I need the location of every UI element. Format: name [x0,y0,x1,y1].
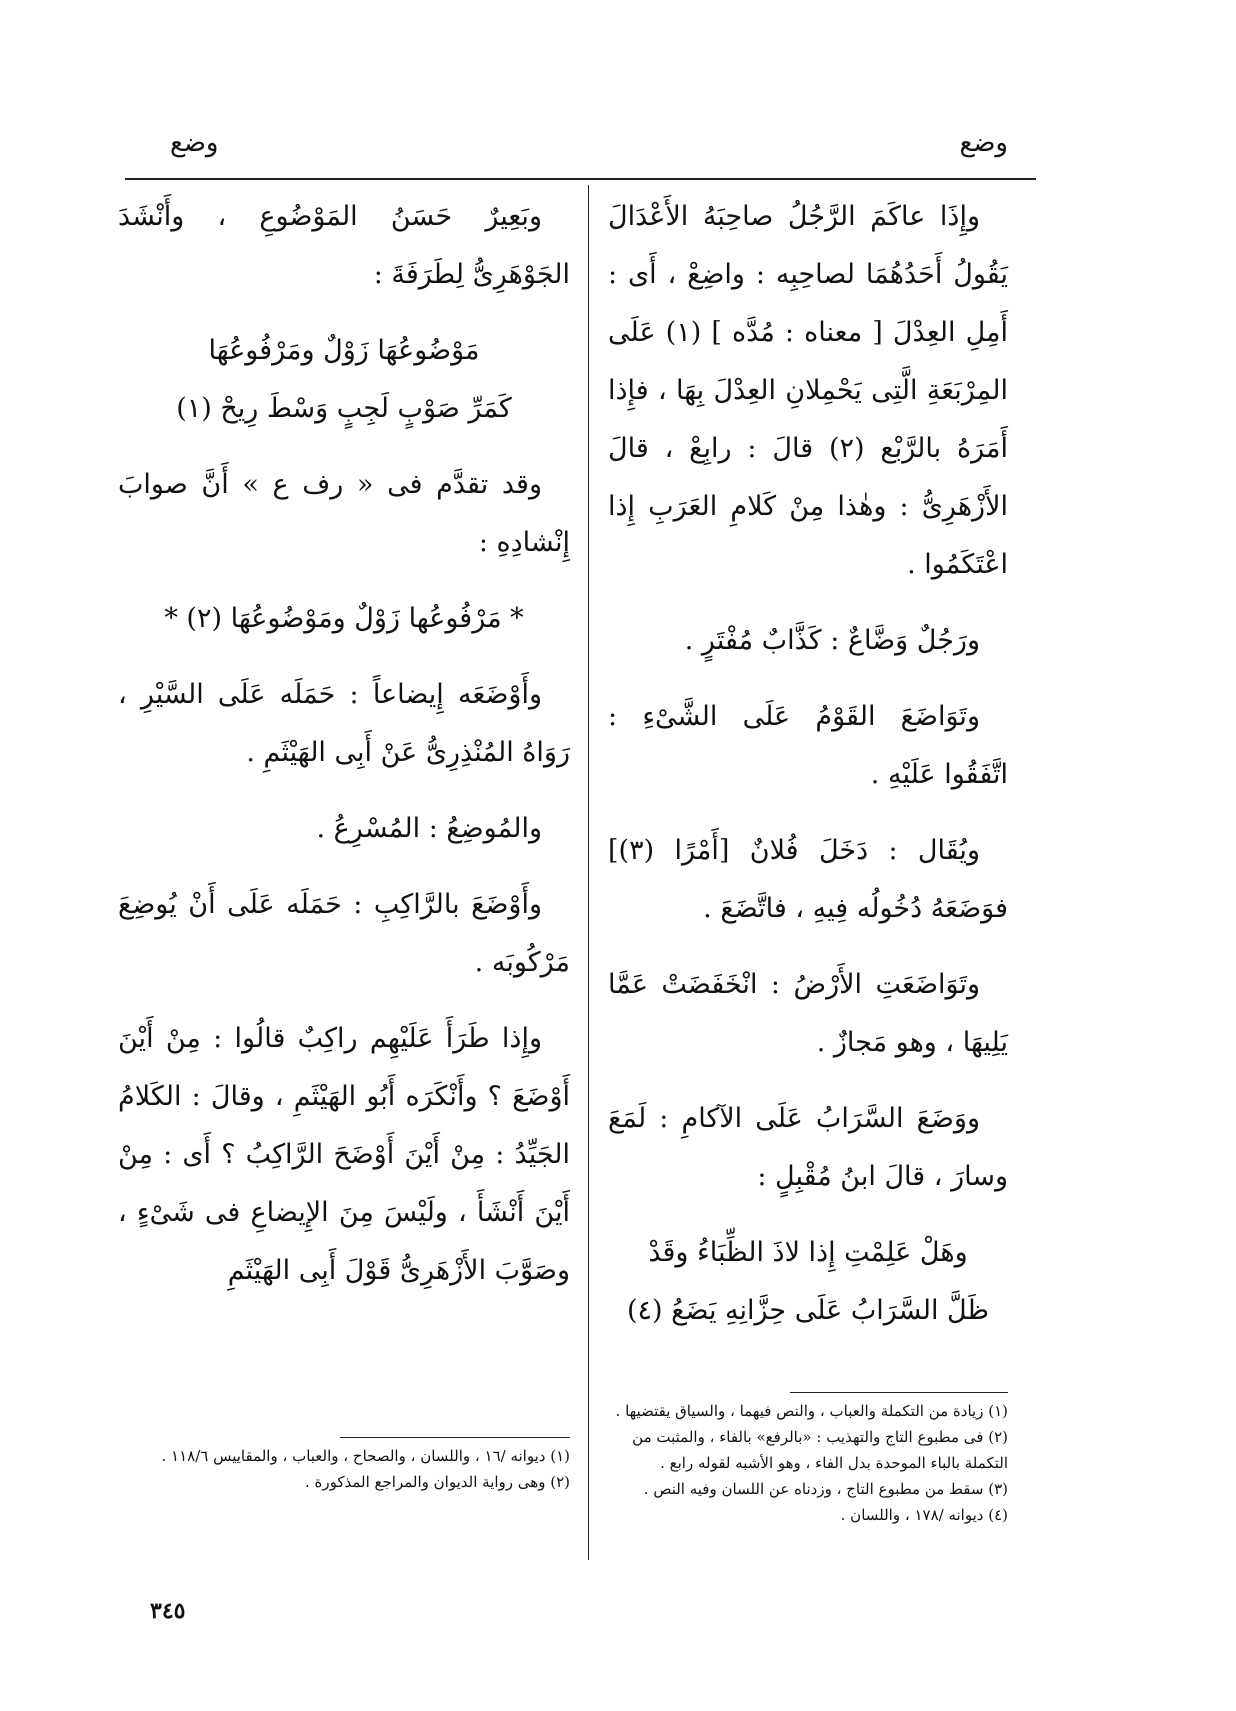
running-header-left: وضع [170,128,219,158]
right-column [608,188,1008,1358]
paragraph: وأَوْضَعَه إِيضاعاً : حَمَلَه عَلَى السَّيْرِ ، رَوَاهُ المُنْذِرِىُّ عَنْ أَبِى الهَيْثَمِ . [118,679,570,768]
verse-line: وهَلْ عَلِمْتِ إِذا لاذَ الظِّبَاءُ وقَدْ [648,1237,968,1268]
left-column [118,188,570,1318]
footnote: (٢) فى مطبوع التاج والتهذيب : «بالرفع» بالفاء ، والمثبت من التكملة بالباء الموحدة بدل الفاء ، وهو الأشبه لقوله رابع . [632,1428,1008,1472]
page-number: ٣٤٥ [150,1598,186,1624]
footnotes-right [608,1398,1008,1528]
paragraph: ويُقَال : دَخَلَ فُلانٌ [أَمْرًا (٣)] فوَضَعَهُ دُخُولُه فِيهِ ، فاتَّضَعَ . [608,835,1008,924]
verse-line: كَمَرِّ صَوْبٍ لَجِبٍ وَسْطَ رِيحْ (١) [176,393,512,424]
footnote-rule-left [340,1437,570,1438]
footnote: (٣) سقط من مطبوع التاج ، وزدناه عن اللسان وفيه النص . [643,1480,1008,1498]
footnote: (٢) وهى رواية الديوان والمراجع المذكورة . [304,1473,570,1491]
paragraph: ووَضَعَ السَّرَابُ عَلَى الآكامِ : لَمَعَ وسارَ ، قالَ ابنُ مُقْبِلٍ : [608,1103,1008,1192]
footnote: (١) زيادة من التكملة والعباب ، والنص فيهما ، والسياق يقتضيها . [615,1402,1008,1420]
verse [118,322,570,438]
footnote: (٤) ديوانه /١٧٨ ، واللسان . [840,1506,1008,1524]
paragraph: وأَوْضَعَ بالرَّاكِبِ : حَمَلَه عَلَى أَنْ يُوضِعَ مَرْكُوبَه . [118,889,570,978]
paragraph: وتَوَاضَعَتِ الأَرْضُ : انْخَفَضَتْ عَمَّا يَلِيهَا ، وهو مَجازٌ . [608,969,1008,1058]
paragraph: والمُوضِعُ : المُسْرِعُ . [316,813,542,844]
verse-line: ظَلَّ السَّرَابُ عَلَى حِزَّانِهِ يَضَعُ (٤) [626,1295,989,1326]
paragraph: وإِذَا عاكَمَ الرَّجُلُ صاحِبَهُ الأَعْدَالَ يَقُولُ أَحَدُهُمَا لصاحِبِه : واضِعْ ، أَى : أَمِلِ العِدْلَ [ معناه : مُدَّه ] (١) عَلَى المِرْبَعَةِ الَّتِى يَحْمِلانِ العِدْلَ بِهَا ، فإِذا أَمَرَهُ بالرَّبْع (٢) قالَ : رابِعْ ، قالَ الأَزْهَرِىُّ : وهٰذا مِنْ كَلامِ العَرَبِ إِذا اعْتَكَمُوا . [608,201,1008,580]
running-header-right: وضع [959,128,1008,158]
paragraph: وتَوَاضَعَ القَوْمُ عَلَى الشَّىْءِ : اتَّفَقُوا عَلَيْهِ . [608,701,1008,790]
footnote-rule-right [790,1392,1008,1393]
footnotes-left [118,1443,570,1495]
verse [608,1224,1008,1340]
column-divider [588,185,589,1560]
verse-hemistich: * مَرْفُوعُها زَوْلٌ ومَوْضُوعُهَا (٢) * [164,603,524,634]
paragraph: ورَجُلٌ وَضَّاعٌ : كَذَّابٌ مُفْتَرٍ . [684,625,980,656]
verse-line: مَوْضُوعُهَا زَوْلٌ ومَرْفُوعُهَا [208,335,480,366]
header-rule [125,178,1036,180]
paragraph: وإِذا طَرَأَ عَلَيْهِم راكِبٌ قالُوا : مِنْ أَيْنَ أَوْضَعَ ؟ وأَنْكَرَه أَبُو الهَيْثَمِ ، وقالَ : الكَلامُ الجَيِّدُ : مِنْ أَيْنَ أَوْضَحَ الرَّاكِبُ ؟ أَى : مِنْ أَيْنَ أَنْشَأَ ، ولَيْسَ مِنَ الإِيضاعِ فى شَىْءٍ ، وصَوَّبَ الأَزْهَرِىُّ قَوْلَ أَبِى الهَيْثَمِ [118,1023,570,1286]
paragraph: وبَعِيرٌ حَسَنُ المَوْضُوعِ ، وأَنْشَدَ الجَوْهَرِىُّ لِطَرَفَةَ : [118,201,570,290]
paragraph: وقد تقدَّم فى « رف ع » أَنَّ صوابَ إِنْشادِهِ : [118,469,570,558]
footnote: (١) ديوانه /١٦ ، واللسان ، والصحاح ، والعباب ، والمقاييس ١١٨/٦ . [161,1447,570,1465]
